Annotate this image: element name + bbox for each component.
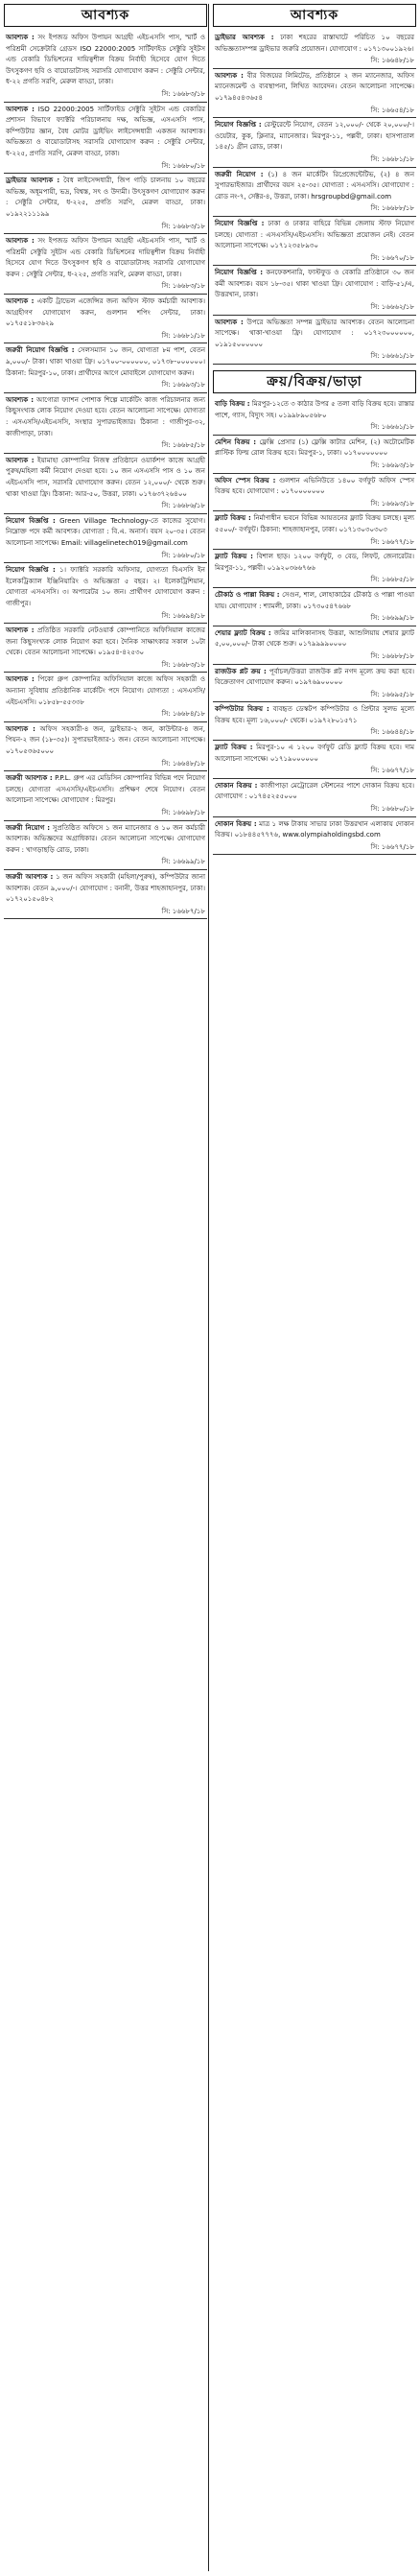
ad-keyword: আবশ্যক : <box>6 34 35 41</box>
ad-keyword: আবশ্যক : <box>6 456 35 464</box>
classified-ad <box>4 174 207 234</box>
ad-body: সং ইপজড অফিস উপায়ন আগ্রহী এইচএসসি পাস, স্মার্ট ও পরিশ্রমী সেক্রেটারি গ্রেডস ISO 22000:2005 সার্টিফাইড সেক্টুরি সুইটস এন্ড বেকারি ডিভিশনের দায়িত্বশীল বিক্রয় নির্বাহী হিসেবে যোগ দিতে উৎসুকগণ ছবি ও বায়োডাটাসহ সরাসরি যোগাযোগ করুন : সেক্টুরি সেন্টার, ধ-২২ প্রগতি সরণি, মেরুল বাড্ডা, ঢাকা। <box>6 34 205 86</box>
ad-keyword: আবশ্যক : <box>6 626 35 635</box>
classified-ad <box>213 702 416 741</box>
ad-code: সি: ১৬৬৪৪/১৮ <box>370 728 414 737</box>
ad-keyword: ফ্ল্যাট বিক্রয় : <box>215 553 253 561</box>
classified-ad <box>213 316 416 365</box>
classified-ad <box>213 217 416 266</box>
classified-ad <box>4 771 207 820</box>
ad-keyword: আবশ্যক : <box>6 105 35 113</box>
classified-ad <box>4 234 207 295</box>
right-ads-list <box>213 31 416 365</box>
ad-code: সি: ১৬৬৮৮/১৮ <box>370 204 414 213</box>
ad-body: মিরপুর-১২তে ৩ কাঠার উপর ৫ তলা বাড়ি বিক্রয় হবে। রাস্তার পাশে, গ্যাস, বিদ্যুৎ সহ। ০১৯৯৮৯০৫৬৮০ <box>215 400 414 419</box>
ad-body: সেলসম্যান ১০ জন, যোগ্যতা ৮ম পাশ, বেতন ৯,০০০/- টাকা। থাকা খাওয়া ফ্রি। ০১৭০০-০০০০০০, ০১৭৩৮-০০০০০০। ঠিকানা: মিরপুর-১০, ঢাকা। প্রার্থীদের আগে মোবাইলে যোগাযোগ করুন। <box>6 346 206 377</box>
ad-body: কাজীপাড়া মেট্রোরেল স্টেশনের পাশে দোকান বিক্রয় হবে। যোগাযোগ : ০১৭৪৫২৫৫০০০ <box>215 781 415 801</box>
ad-keyword: নিয়োগ বিজ্ঞপ্তি : <box>215 121 262 130</box>
classified-ad <box>4 295 207 343</box>
ad-keyword: ফ্ল্যাট বিক্রয় : <box>215 744 253 752</box>
sale-ads-list <box>213 397 416 855</box>
left-column <box>4 4 207 919</box>
ad-body: উপরে অভিজ্ঞতা সম্পন্ন ড্রাইভার আবশ্যক। বেতন আলোচনা সাপেক্ষে। থাকা-খাওয়া ফ্রি। যোগাযোগ : ০১৭২৩০০০০০০, ০১৯১৫০০০০০০ <box>215 318 414 348</box>
ad-body: ISO 22000:2005 সার্টিফাইড সেক্টুরি সুইটস এন্ড বেকারির প্রশাসন বিভাগে ফ্যাক্টরি পরিচালনায় দক্ষ, অভিজ্ঞ, এসএসসি পাস, কম্পিউটার জ্ঞান, বৈধ মোটর ড্রাইভিং লাইসেন্সধারী একজন আবশ্যক। অভিজ্ঞতা ও বায়োডাটাসহ সরাসরি যোগাযোগ করুন : সেক্টুরি সেন্টার, ধ-২২৫, প্রগতি সরণি, মেরুল বাড্ডা, ঢাকা। <box>6 105 205 157</box>
ad-code: সি: ১৬৬৮৫/১৮ <box>161 441 205 450</box>
ad-code: সি: ১৬৬৮৬/১৮ <box>161 502 205 510</box>
ad-body: মাত্র ১ লক্ষ টাকায় সাভার ঢাকা উত্তরখান এলাকায় দোকান বিক্রয়। ০১৮৪৪৫৭৭৭৬, www.olympiaholdingsbd.com <box>215 819 414 839</box>
ad-body: সুপ্রতিষ্ঠিত অফিসে ১ জন ম্যানেজার ও ১০ জন কর্মচারী আবশ্যক। অভিজ্ঞদের অগ্রাধিকার। বেতন আলোচনা সাপেক্ষে। যোগাযোগ করুন : খাগড়াছড়ি রোড, ঢাকা। <box>6 823 205 854</box>
section-header-sale: ক্রয়/বিক্রয়/ভাড়া <box>213 370 416 393</box>
ad-keyword: রাজউক প্লট ক্রয় : <box>215 667 267 675</box>
classified-ad <box>213 397 416 436</box>
ad-body: ১। ফ্যাক্টরি সরকারি অফিসার, যোগ্যতা বিএসসি ইন ইলেকট্রিক্যাল ইঞ্জিনিয়ারিং ও অভিজ্ঞতা ৫ বছর। ২। ইলেকট্রিশিয়ান, যোগ্যতা এসএসসি। ৩। অপারেটর ১০ জন। প্রার্থীগণ যোগাযোগ করুন : গাজীপুর। <box>6 566 205 607</box>
ad-code: সি: ১৬৬৪৮/১৮ <box>370 57 414 65</box>
ad-code: সি: ১৬৬৯৩/১৮ <box>370 499 414 508</box>
ad-code: সি: ১৬৬৮১/১৮ <box>161 331 205 340</box>
ad-body: জমির মালিকানাসহ উত্তরা, আশুলিয়ায় শেয়ার ফ্ল্যাট ৫,০০,০০০/- টাকা থেকে শুরু। ০১৭৯৯৯৯০০০০ <box>215 628 414 649</box>
classified-ad <box>213 741 416 779</box>
section-header-left: আবশ্যক <box>4 4 207 27</box>
ad-keyword: নিয়োগ বিজ্ঞপ্তি : <box>6 566 56 575</box>
ad-code: সি: ১৬৬৮০/১৮ <box>161 161 205 170</box>
ad-code: সি: ১৬৬৮৩/১৮ <box>161 89 205 98</box>
ad-body: ইয়ামাহা কোম্পানির নিজস্ব প্রতিষ্ঠানে ওয়ার্কশপ কাজে আগ্রহী পুরুষ/মহিলা কর্মী নিয়োগ দেওয়া হবে। ১০ জন এসএসসি পাস ও ১০ জন এইচএসসি পাস, সরাসরি যোগাযোগ করুন। বেতন ১২,০০০/- থেকে শুরু। থাকা খাওয়া ফ্রি। ঠিকানা: আর-৫০, উত্তরা, ঢাকা। ০১৭৬৩৭২৬৪০০ <box>6 456 205 498</box>
ad-body: পিকো গ্রুপ কোম্পানির অফিসিয়াল কাজে অফিস সহকারী ও অন্যান্য সুবিধায় প্রতিষ্ঠানিক মার্কেটিং পদে নিয়োগ। যোগ্যতা : এসএসসি/এইচএসসি। ০১৮৫৮-৫৫৩৩৮ <box>6 675 205 706</box>
ad-keyword: নিয়োগ বিজ্ঞপ্তি : <box>6 516 56 525</box>
ad-body: (১) ৪ জন মার্কেটিং রিপ্রেজেন্টেটিভ, (২) ৪ জন সুপারভাইজার। প্রার্থীদের বয়স ২৫-৩৫। যোগ্যতা : এসএসসি। যোগাযোগ : রোড নং-৭, সেক্টর-৪, উত্তরা, ঢাকা। hrsgroupbd@gmail.com <box>215 170 414 201</box>
ad-keyword: বাড়ি বিক্রয় : <box>215 400 250 409</box>
ad-body: বিশাল ছাড়। ১২০০ বর্গফুট, ৩ বেড, লিফট, জেনারেটর। মিরপুর-১১, পল্লবী। ০১৯২০৩৬৬৭৬৬ <box>215 553 414 572</box>
ad-code: সি: ১৬৬৮৭/১৮ <box>161 907 205 915</box>
ad-keyword: আবশ্যক : <box>6 675 35 684</box>
ad-keyword: জরুরী নিয়োগ : <box>6 823 51 832</box>
classified-ad <box>213 69 416 118</box>
ad-code: সি: ১৬৬৬২/১৮ <box>370 303 414 312</box>
classified-ad <box>213 550 416 588</box>
ad-keyword: চৌকাঠ ও পাল্লা বিক্রয় : <box>215 590 280 599</box>
ad-code: সি: ১৬৬৭৭/১৮ <box>370 767 414 775</box>
ad-body: গুলশান এভিনিউতে ১৪০০ বর্গফুট অফিস স্পেস বিক্রয় হবে। যোগাযোগ : ০১৭০০০০০০০ <box>215 476 414 496</box>
ad-keyword: আবশ্যক : <box>215 318 244 326</box>
ad-keyword: জরুরী আবশ্যক : <box>6 774 53 783</box>
ad-body: ১ জন অফিস সহকারী (মহিলা/পুরুষ), কম্পিউটার জানা আবশ্যক। বেতন ৯,০০০/-। যোগাযোগ : বনানী, উত্তর শাহজাহানপুর, ঢাকা। ০১৭২০১৫০৪৮২ <box>6 872 205 904</box>
classified-ad <box>213 474 416 512</box>
classified-ad <box>4 722 207 771</box>
ad-code: সি: ১৬৬৯৫/১৮ <box>370 690 414 698</box>
classified-ad <box>4 514 207 563</box>
classified-ad <box>213 31 416 69</box>
classified-ad <box>4 563 207 624</box>
ad-code: সি: ১৬৬৮৩/১৮ <box>161 660 205 669</box>
ad-keyword: কম্পিউটার বিক্রয় : <box>215 705 269 714</box>
ad-code: সি: ১৬৬৮৮/১৮ <box>370 651 414 660</box>
ad-body: প্রতিষ্ঠিত সরকারি নেটওয়ার্ক কোম্পানিতে অফিসিয়াল কাজের জন্য কিছুসংখ্যক লোক নিয়োগ করা হবে। দৈনিক সাক্ষাৎকার সকাল ১০টা থেকে। বেতন আলোচনা সাপেক্ষে। ০১৯৫৪-৪২৫৩০ <box>6 626 205 657</box>
ad-keyword: শেয়ার ফ্ল্যাট বিক্রয় : <box>215 628 271 637</box>
classified-ad <box>213 779 416 817</box>
ad-code: সি: ১৬৬৮০/১৮ <box>370 805 414 814</box>
classified-ad <box>213 118 416 167</box>
ad-keyword: দোকান বিক্রয় : <box>215 819 257 828</box>
ad-keyword: ফ্ল্যাট বিক্রয় : <box>215 514 251 523</box>
ad-code: সি: ১৬৬৯৮/১৮ <box>161 809 205 816</box>
section-header-right: আবশ্যক <box>213 4 416 27</box>
ad-code: সি: ১৬৬৫৪/১৮ <box>370 106 414 114</box>
classified-ad <box>4 870 207 919</box>
ad-body: ব্যবহৃত ডেস্কটপ কম্পিউটার ও প্রিন্টার সুলভ মূল্যে বিক্রয় হবে। মূল্য ১৬,০০০/- থেকে। ০১৯৭২৮০১৫৭১ <box>215 705 414 724</box>
left-ads-list <box>4 31 207 919</box>
ad-keyword: নিয়োগ বিজ্ঞপ্তি : <box>215 219 265 227</box>
ad-keyword: আবশ্যক : <box>6 237 35 246</box>
ad-keyword: নিয়োগ বিজ্ঞপ্তি : <box>215 269 264 277</box>
ad-body: বীর বিজয়ের লিমিটেড, প্রতিষ্ঠানে ২ জন ম্যানেজার, অফিস ম্যানেজমেন্ট ও ব্যবস্থাপনা, লিখিত আবেদন। বেতন আলোচনা সাপেক্ষে। ০১৭৯৪৫৪৩৬৫৪ <box>215 71 414 102</box>
ad-code: সি: ১৬৬৮৩/১৮ <box>161 282 205 291</box>
ad-body: ঢাকা শহরের রাস্তাঘাটে পরিচিত ১০ বছরের অভিজ্ঞতাসম্পন্ন ড্রাইভার জরুরি প্রয়োজন। যোগাযোগ : ০১৭১৩০০১৯২৬। <box>215 34 414 53</box>
ad-body: ফ্লেক্সি প্রেসার (১) ফ্লেক্সি কাটার মেশিন, (২) অটোমেটিক প্লাস্টিক ফিল্ম রোল বিক্রয় হবে। মিরপুর-১, ঢাকা। ০১৭০০০০০০০ <box>215 437 414 458</box>
ad-body: সেগুন, শাল, লোহাকাঠের চৌকাঠ ও পাল্লা পাওয়া যায়। যোগাযোগ : শ্যামলী, ঢাকা। ০১৭৩০৫৪৭৬৬৮ <box>215 590 414 610</box>
ad-code: সি: ১৬৬৭০/১৮ <box>370 253 414 262</box>
ad-keyword: জরুরী নিয়োগ : <box>215 170 264 178</box>
ad-keyword: দোকান বিক্রয় : <box>215 781 258 790</box>
classified-ad <box>4 454 207 514</box>
ad-code: সি: ১৬৬৮৩/১৮ <box>161 222 205 230</box>
ad-body: মিরপুর-১০ এ ১২০০ বর্গফুট রেডি ফ্ল্যাট বিক্রয় হবে। দাম আলোচনা সাপেক্ষে। ০১৭১৯০০০০০০ <box>215 744 414 763</box>
classified-ad <box>4 31 207 103</box>
ad-code: সি: ১৬৬৯৯/১৮ <box>370 614 414 623</box>
ad-code: সি: ১৬৬৭৭/১৮ <box>370 842 414 851</box>
right-column <box>213 4 416 855</box>
ad-keyword: জরুরী আবশ্যক : <box>6 872 54 881</box>
ad-body: আগোরা ফ্যাশন পোশাক শিল্পে মার্কেটিং কাজ পরিচালনার জন্য কিছুসংখ্যক লোক নিয়োগ দেওয়া হবে। বেতন আলোচনা সাপেক্ষে। যোগ্যতা : এসএসসি/এইচএসসি, সংস্থার সুপারভাইজার। ঠিকানা : গাজীপুর-৩২, কাজীপাড়া, ঢাকা। <box>6 395 205 437</box>
ad-code: সি: ১৬৬৯৪/১৮ <box>161 611 205 620</box>
ad-body: কনফেকশনারি, ফাস্টফুড ও বেকারি প্রতিষ্ঠানে ৩০ জন কর্মী আবশ্যক। বয়স ১৮-৩৫। থাকা খাওয়া ফ্রি। যোগাযোগ : বাড়ি-৫১/এ, উত্তরখান, ঢাকা। <box>215 269 414 299</box>
ad-keyword: আবশ্যক : <box>215 71 244 80</box>
ad-code: সি: ১৬৬৯৩/১৮ <box>370 461 414 469</box>
ad-body: অফিস সহকারী-৪ জন, ড্রাইভার-২ জন, কাউন্টার-৪ জন, পিয়ন-২ জন (১৮-৩৫)। সুপারভাইজার-১ জন। বেতন আলোচনা সাপেক্ষে। ০১৭০৫৩৬৫০০০ <box>6 724 205 756</box>
ad-body: ঢাকা ও ঢাকার বাহিরে বিভিন্ন জেলায় স্টাফ নিয়োগ চলছে। যোগ্যতা : এসএসসি/এইচএসসি। অভিজ্ঞতা প্রয়োজন নেই। বেতন আলোচনা সাপেক্ষে। ০১৭১২৩৫৮৯৩০ <box>215 219 414 250</box>
ad-code: সি: ১৬৬৭৭/১৮ <box>370 537 414 546</box>
classified-ad <box>213 817 416 856</box>
ad-body: রেস্টুরেন্টে নিয়োগ, বেতন ১২,০০০/- থেকে ২০,০০০/-। ওয়েটার, কুক, ক্লিনার, ম্যানেজার। মিরপুর-১১, পল্লবী, ঢাকা। হাসপাতাল ১৪৫/১ গ্রীন রোড, ঢাকা। <box>215 121 415 152</box>
ad-code: সি: ১৬৬৯৯/১৮ <box>161 858 205 866</box>
classified-ad <box>4 821 207 870</box>
classified-ad <box>4 673 207 721</box>
classified-ad <box>213 588 416 626</box>
classified-ad <box>213 511 416 550</box>
ad-keyword: আবশ্যক : <box>6 724 35 733</box>
ad-code: সি: ১৬৬৯৩/১৮ <box>161 381 205 390</box>
ad-code: সি: ১৬৬৮১/১৮ <box>370 154 414 163</box>
column-divider <box>208 4 209 2571</box>
classified-ad <box>213 665 416 703</box>
ad-body: নির্মাণাধীন ভবনে বিভিন্ন আয়তনের ফ্ল্যাট বিক্রয় চলছে। মূল্য ৫৫০০/- বর্গফুট। ঠিকানা: শাহজাহানপুর, ঢাকা। ০১৭১৩০৩০৩০৩ <box>215 514 414 533</box>
ad-keyword: আবশ্যক : <box>6 297 35 306</box>
classified-ad <box>213 168 416 217</box>
ad-keyword: মেশিন বিক্রয় : <box>215 437 256 446</box>
ad-body: Green Village Technology-তে কাজের সুযোগ। নিম্নোক্ত পদে কর্মী আবশ্যক। যোগ্যতা : বি.এ. অনার্স। বয়স ২০-৩৫। বেতন আলোচনা সাপেক্ষে। Email: villagelinetech019@gmail.com <box>6 516 206 547</box>
ad-keyword: জরুরী নিয়োগ বিজ্ঞপ্তি : <box>6 346 75 355</box>
ad-code: সি: ১৬৬৪৮/১৮ <box>161 759 205 768</box>
ad-keyword: ড্রাইভার আবশ্যক : <box>215 34 274 41</box>
ad-keyword: ড্রাইভার আবশ্যক : <box>6 177 60 185</box>
ad-body: একটি ট্রাভেল এজেন্সির জন্য অফিস স্টাফ কর্মচারী আবশ্যক। আগ্রহীগণ যোগাযোগ করুন, গুলশান শপিং সেন্টার, ঢাকা। ০১৭৫৫১৮৩৬২৯ <box>6 297 205 328</box>
classified-ad <box>213 266 416 315</box>
classified-ad <box>4 624 207 673</box>
ad-code: সি: ১৬৬৮০/১৮ <box>161 551 205 559</box>
classified-ad <box>213 626 416 665</box>
ad-body: সং ইপজড অফিস উপায়ন আগ্রহী এইচএসসি পাস, স্মার্ট ও পরিশ্রমী সেক্টুরি সুইটস এন্ড বেকারি ডিভিশনের দায়িত্বশীল বিক্রয় নির্বাহী হিসেবে যোগ দিতে উৎসুকগণ ছবি ও বায়োডাটাসহ সরাসরি যোগাযোগ করুন : সেক্টুরি সেন্টার, ধ-২২৫, প্রগতি সরণি, মেরুল বাড্ডা, ঢাকা। <box>6 237 205 278</box>
ad-body: P.P.L. গ্রুপ এর মেডিসিন কোম্পানির বিভিন্ন পদে নিয়োগ চলছে। যোগ্যতা এসএসসি/এইচএসসি। প্রশিক্ষণ শেষে নিয়োগ। বেতন আলোচনা সাপেক্ষে। যোগাযোগ : মিরপুর। <box>6 774 206 805</box>
ad-code: সি: ১৬৬৬১/১৮ <box>370 423 414 432</box>
ad-keyword: আবশ্যক : <box>6 395 35 404</box>
ad-code: সি: ১৬৬৮৪/১৮ <box>161 710 205 719</box>
classified-ad <box>4 103 207 175</box>
ad-code: সি: ১৬৬৬১/১৮ <box>370 352 414 361</box>
classified-ad <box>4 343 207 392</box>
ad-body: বৈধ লাইসেন্সধারী, জিপ গাড়ি চালনায় ১০ বছরের অভিজ্ঞ, অধূমপায়ী, ভদ্র, বিশ্বস্ত, সৎ ও উদ্যমী। উৎসুকগণ যোগাযোগ করুন : সেক্টুরি সেন্টার, ধ-২২৫, প্রগতি সরণি, মেরুল বাড্ডা, ঢাকা। ০১৯২২১১১৯৯ <box>6 177 205 218</box>
ad-body: পূর্বাচল/উত্তরা রাজউক প্লট নগদ মূল্যে ক্রয় করা হবে। বিক্রেতাগণ যোগাযোগ করুন। ০১৯৭৬৯০০০০০ <box>215 667 414 687</box>
classified-ad <box>213 436 416 474</box>
ad-keyword: অফিস স্পেস বিক্রয় : <box>215 476 276 484</box>
classified-ad <box>4 393 207 454</box>
ad-code: সি: ১৬৬৮৫/১৮ <box>370 576 414 584</box>
